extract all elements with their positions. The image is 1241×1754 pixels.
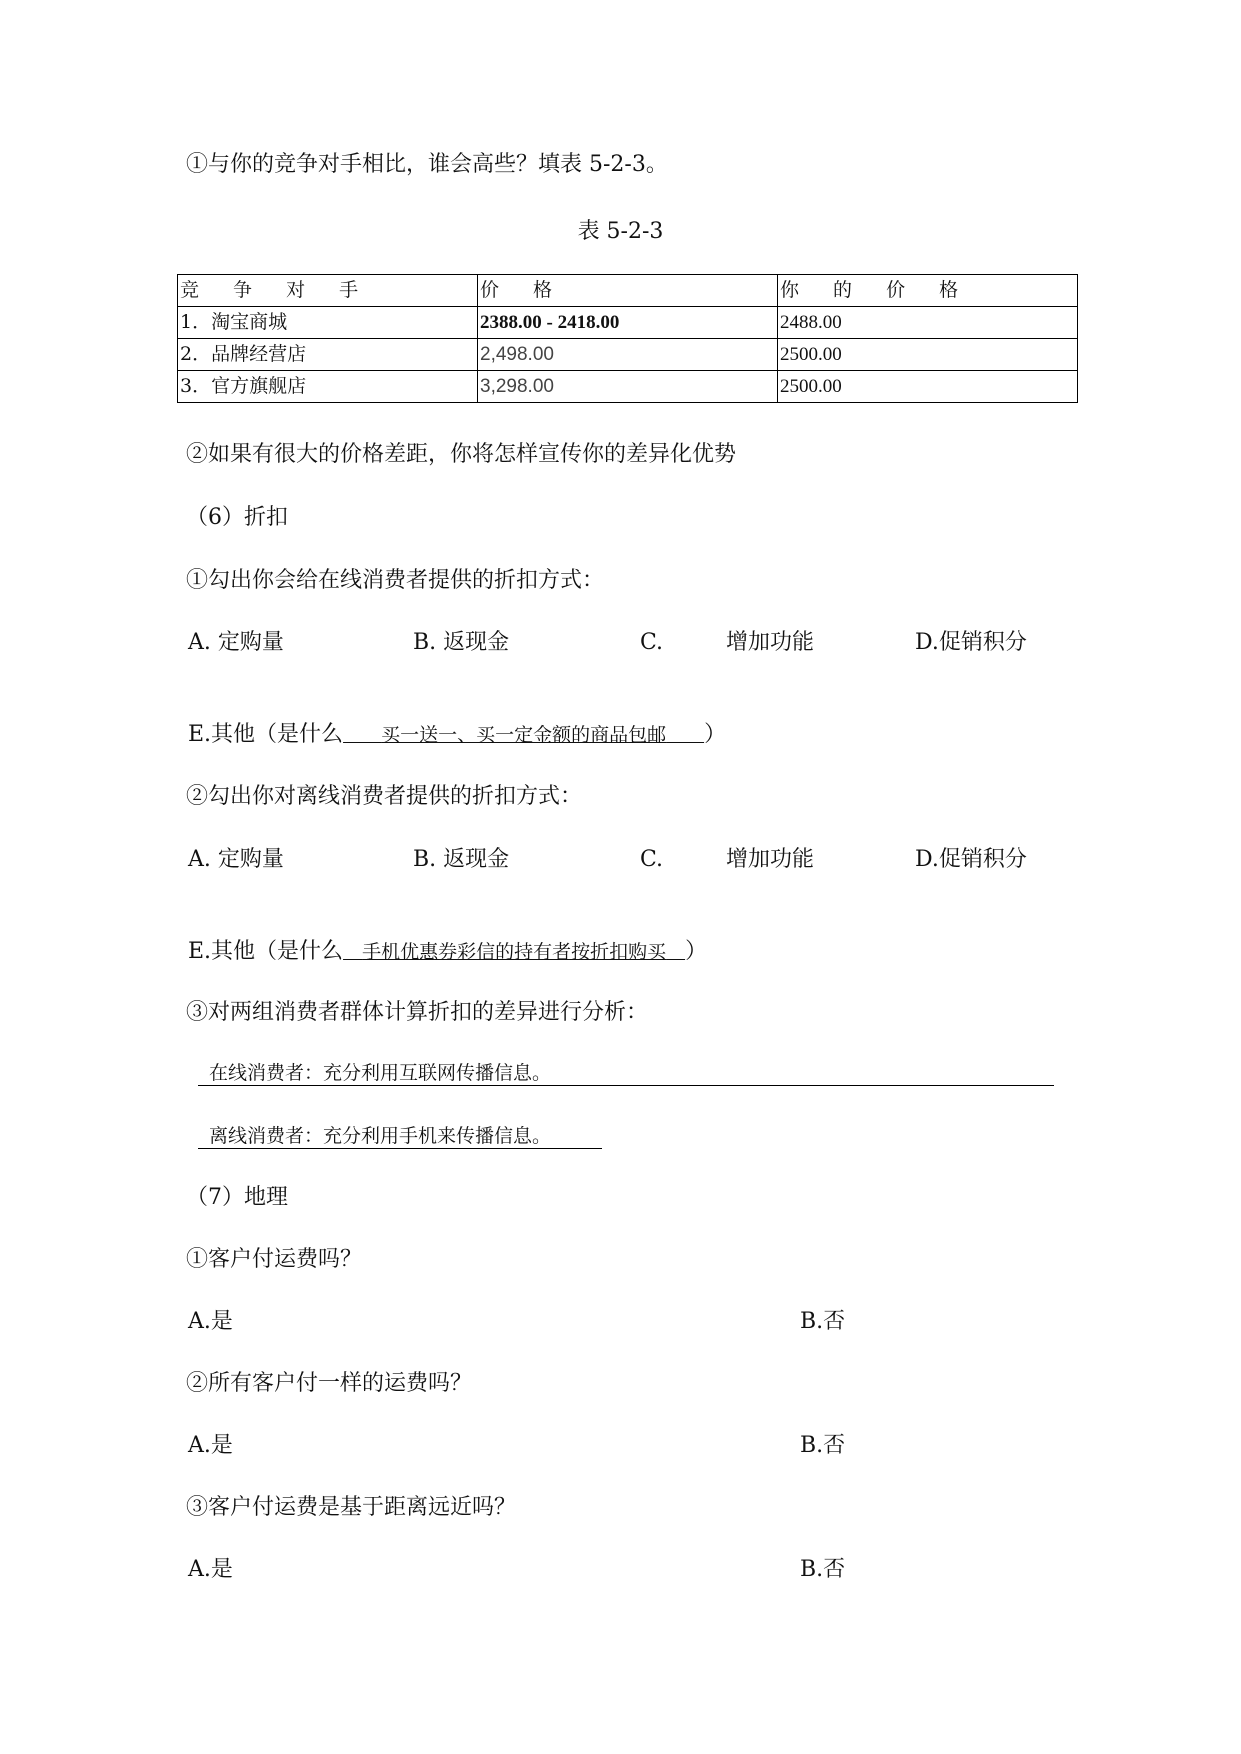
price-cell: 2388.00 - 2418.00 [478,307,778,339]
your-price-cell: 2500.00 [778,339,1078,371]
question-7-1: ①客户付运费吗？ [186,1247,363,1272]
question-7-3: ③客户付运费是基于距离远近吗？ [186,1495,517,1520]
option-e-offline [188,937,707,967]
option-no[interactable]: B.否 [800,1309,846,1334]
option-e-prefix: E.其他（是什么 [188,939,344,964]
offline-consumer-answer: 离线消费者：充分利用手机来传播信息。 [209,1125,552,1147]
option-a[interactable]: A. 定购量 [188,847,284,872]
option-e-answer: 买一送一、买一定金额的商品包邮 [381,724,667,746]
option-e-answer: 手机优惠券彩信的持有者按折扣购买 [362,941,667,963]
table-row [178,307,1078,339]
table-row [178,371,1078,403]
question-1: ①与你的竞争对手相比，谁会高些？填表 5-2-3。 [186,152,668,177]
your-price-cell: 2488.00 [778,307,1078,339]
competitor-cell: 1．淘宝商城 [178,307,478,339]
option-e-suffix: ） [685,939,708,964]
header-your-price: 你 的 价 格 [778,275,1078,307]
question-6-1: ①勾出你会给在线消费者提供的折扣方式： [186,568,605,593]
price-cell: 2,498.00 [478,339,778,371]
question-6-2: ②勾出你对离线消费者提供的折扣方式： [186,784,583,809]
table-header-row [178,275,1078,307]
competitor-cell: 2．品牌经营店 [178,339,478,371]
section-7-heading: （7）地理 [186,1185,288,1210]
option-c[interactable]: C. [640,630,664,655]
option-c-label: 增加功能 [726,847,815,872]
competitor-cell: 3．官方旗舰店 [178,371,478,403]
option-e-online [188,720,726,750]
header-competitor: 竞 争 对 手 [178,275,478,307]
option-d[interactable]: D.促销积分 [915,847,1027,872]
option-b[interactable]: B. 返现金 [413,847,510,872]
option-yes[interactable]: A.是 [188,1433,233,1458]
option-b[interactable]: B. 返现金 [413,630,510,655]
table-row [178,339,1078,371]
option-c-label: 增加功能 [726,630,815,655]
question-2: ②如果有很大的价格差距，你将怎样宣传你的差异化优势 [186,442,737,467]
option-e-suffix: ） [704,722,727,747]
option-yes[interactable]: A.是 [188,1309,233,1334]
option-d[interactable]: D.促销积分 [915,630,1027,655]
your-price-cell: 2500.00 [778,371,1078,403]
question-6-3: ③对两组消费者群体计算折扣的差异进行分析： [186,1000,649,1025]
section-6-heading: （6）折扣 [186,505,288,530]
table-caption: 表 5-2-3 [577,219,664,244]
option-c[interactable]: C. [640,847,664,872]
price-comparison-table [177,274,1078,403]
online-answer-underline [198,1085,1054,1086]
option-no[interactable]: B.否 [800,1433,846,1458]
online-consumer-answer: 在线消费者：充分利用互联网传播信息。 [209,1062,552,1084]
question-7-2: ②所有客户付一样的运费吗？ [186,1371,473,1396]
header-price: 价 格 [478,275,778,307]
option-a[interactable]: A. 定购量 [188,630,284,655]
option-e-prefix: E.其他（是什么 [188,722,344,747]
offline-answer-underline [198,1148,602,1149]
price-cell: 3,298.00 [478,371,778,403]
option-yes[interactable]: A.是 [188,1557,233,1582]
option-no[interactable]: B.否 [800,1557,846,1582]
